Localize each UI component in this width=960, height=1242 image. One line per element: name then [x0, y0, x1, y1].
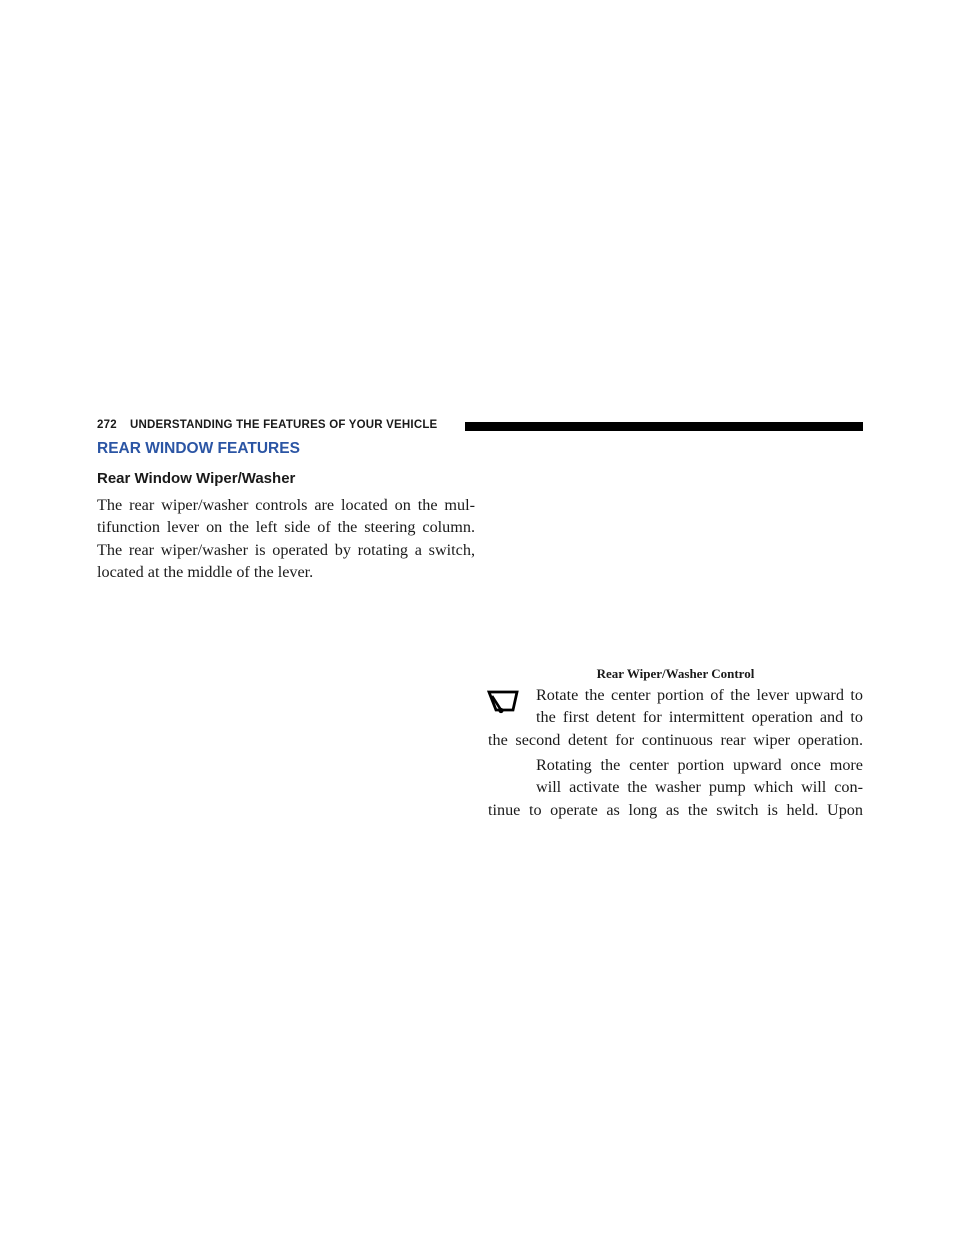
text-line: the second detent for continuous rear wiper operation.: [488, 730, 863, 749]
figure-caption: Rear Wiper/Washer Control: [596, 666, 755, 681]
section-title: REAR WINDOW FEATURES: [97, 440, 300, 457]
running-header: [97, 419, 863, 435]
text-line: The rear wiper/washer is operated by rotating a switch,: [97, 540, 475, 559]
text-line: located at the middle of the lever.: [97, 562, 314, 581]
text-line: The rear wiper/washer controls are located on the mul-: [97, 496, 475, 514]
header-rule: [465, 422, 863, 431]
text-line: tifunction lever on the left side of the steering column.: [97, 518, 475, 537]
washer-pump-paragraph: [488, 754, 863, 821]
page-number: 272: [97, 419, 117, 431]
intermittent-operation-paragraph: [488, 684, 863, 751]
text-line: tinue to operate as long as the switch is held. Upon: [488, 800, 863, 819]
subsection-title: Rear Window Wiper/Washer: [97, 470, 296, 487]
text-line: Rotate the center portion of the lever upward to: [536, 686, 863, 704]
text-line: the first detent for intermittent operation and to: [536, 708, 863, 727]
intro-paragraph: [97, 494, 475, 583]
text-line: Rotating the center portion upward once more: [536, 756, 863, 774]
text-line: will activate the washer pump which will con-: [536, 778, 863, 797]
chapter-title: UNDERSTANDING THE FEATURES OF YOUR VEHICLE: [130, 419, 438, 431]
